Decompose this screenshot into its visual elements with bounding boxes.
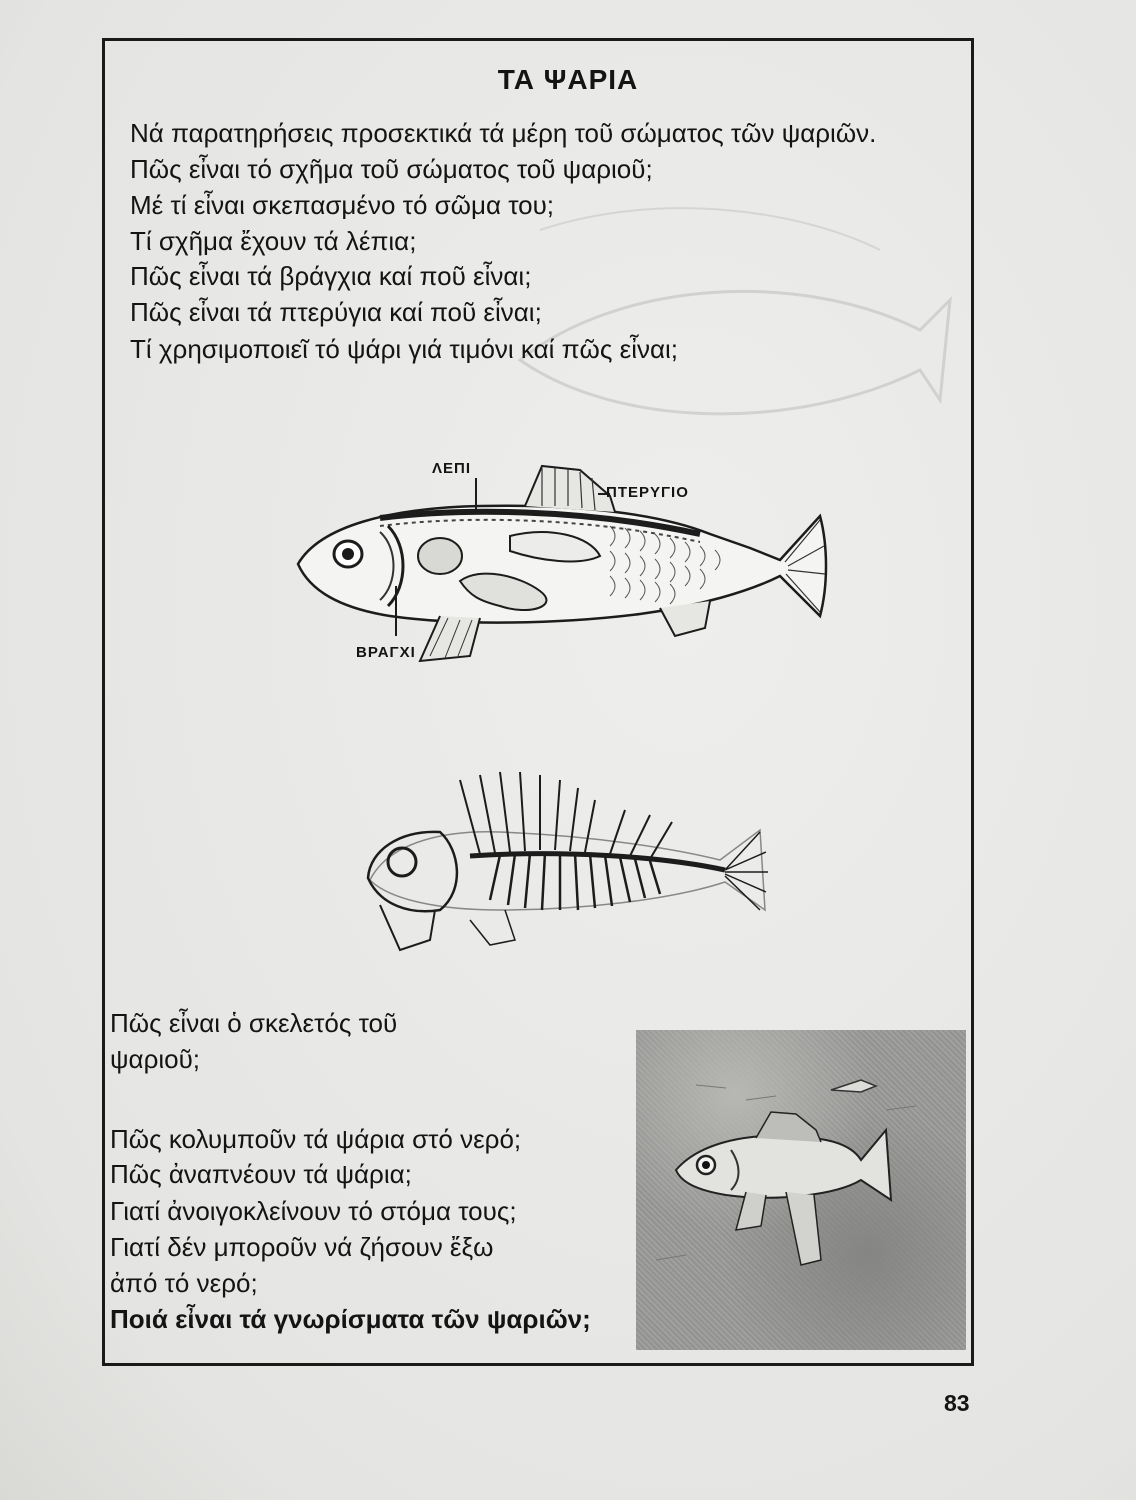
question-line: Νά παρατηρήσεις προσεκτικά τά μέρη τοῦ σώματος τῶν ψαριῶν. <box>130 118 877 148</box>
fish-body <box>298 506 826 623</box>
question-line: Μέ τί εἶναι σκεπασμένο τό σῶμα του; <box>130 190 555 220</box>
skeleton-outline <box>370 830 765 910</box>
question-line-bold: Ποιά εἶναι τά γνωρίσματα τῶν ψαριῶν; <box>110 1304 591 1334</box>
question-line: ἀπό τό νερό; <box>110 1268 258 1298</box>
backbone <box>470 854 725 870</box>
question-line: Πῶς κολυμποῦν τά ψάρια στό νερό; <box>110 1124 522 1154</box>
spines <box>460 772 672 859</box>
skull-eye <box>388 848 416 876</box>
question-line: Πῶς εἶναι ὁ σκελετός τοῦ <box>110 1008 398 1038</box>
fish-anatomy-diagram <box>280 456 840 676</box>
page-title: ΤΑ ΨΑΡΙΑ <box>497 64 639 95</box>
question-line: Πῶς εἶναι τό σχῆμα τοῦ σώματος τοῦ ψαριοῦ; <box>130 154 653 184</box>
question-line: ψαριοῦ; <box>110 1044 201 1074</box>
fin-label: ΠΤΕΡΥΓΙΟ <box>606 484 689 501</box>
question-line: Γιατί δέν μποροῦν νά ζήσουν ἔξω <box>110 1232 494 1262</box>
fish-photo <box>636 1030 966 1350</box>
gill-label: ΒΡΑΓΧΙ <box>356 644 416 661</box>
question-line: Πῶς εἶναι τά πτερύγια καί ποῦ εἶναι; <box>130 297 542 327</box>
question-line: Γιατί ἀνοιγοκλείνουν τό στόμα τους; <box>110 1196 517 1226</box>
scales-label: ΛΕΠΙ <box>432 460 472 477</box>
dorsal-fin <box>525 466 615 512</box>
question-line: Πῶς εἶναι τά βράγχια καί ποῦ εἶναι; <box>130 261 532 291</box>
fish-photo-image <box>636 1030 966 1350</box>
page-number: 83 <box>944 1390 970 1416</box>
question-line: Πῶς ἀναπνέουν τά ψάρια; <box>110 1159 412 1189</box>
question-line: Τί χρησιμοποιεῖ τό ψάρι γιά τιμόνι καί πῶς εἶναι; <box>130 334 679 364</box>
fish-skeleton-diagram <box>340 760 780 960</box>
question-line: Τί σχῆμα ἔχουν τά λέπια; <box>130 226 417 256</box>
